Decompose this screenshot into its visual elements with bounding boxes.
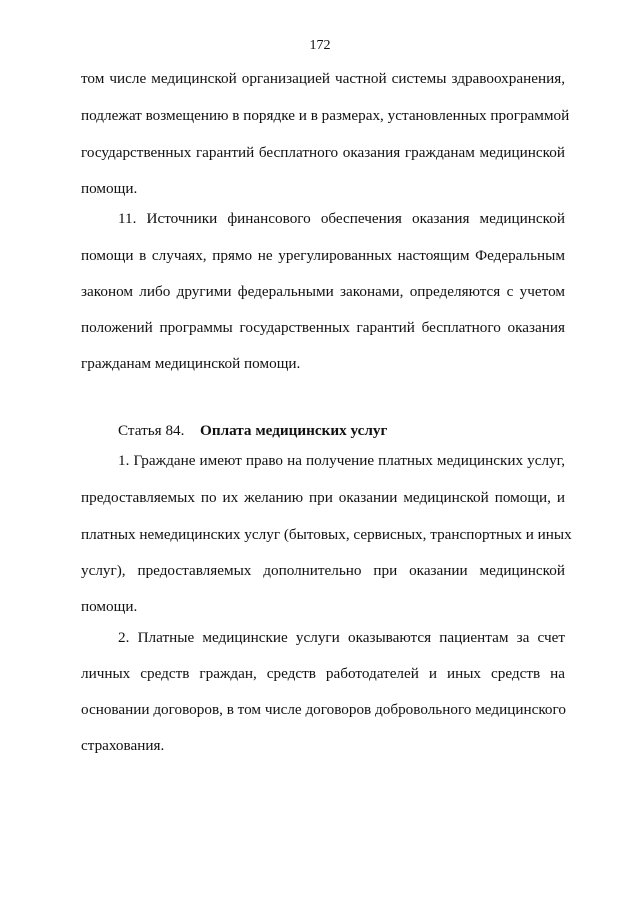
paragraph-line: помощи. [81,598,138,615]
paragraph-line: законом либо другими федеральными законами, определяются с учетом [81,283,565,300]
paragraph-line: помощи в случаях, прямо не урегулированных настоящим Федеральным [81,247,565,264]
article-number: Статья 84. [118,422,185,439]
paragraph-line: личных средств граждан, средств работодателей и иных средств на [81,665,565,682]
paragraph-line: 1. Граждане имеют право на получение платных медицинских услуг, [118,452,565,469]
paragraph-line: услуг), предоставляемых дополнительно при оказании медицинской [81,562,565,579]
paragraph-line: подлежат возмещению в порядке и в размерах, установленных программой [81,107,570,124]
paragraph-line: положений программы государственных гарантий бесплатного оказания [81,319,565,336]
paragraph-line: государственных гарантий бесплатного оказания гражданам медицинской [81,144,565,161]
paragraph-line: предоставляемых по их желанию при оказании медицинской помощи, и [81,489,565,506]
paragraph-line: платных немедицинских услуг (бытовых, сервисных, транспортных и иных [81,526,572,543]
article-title: Оплата медицинских услуг [200,422,388,439]
paragraph-line: том числе медицинской организацией частной системы здравоохранения, [81,70,565,87]
paragraph-line: 2. Платные медицинские услуги оказываются пациентам за счет [118,629,565,646]
paragraph-line: помощи. [81,180,138,197]
paragraph-line: 11. Источники финансового обеспечения оказания медицинской [118,210,565,227]
paragraph-line: основании договоров, в том числе договоров добровольного медицинского [81,701,566,718]
paragraph-line: страхования. [81,737,165,754]
page-number: 172 [309,38,331,53]
paragraph-line: гражданам медицинской помощи. [81,355,301,372]
article-heading [118,421,387,441]
